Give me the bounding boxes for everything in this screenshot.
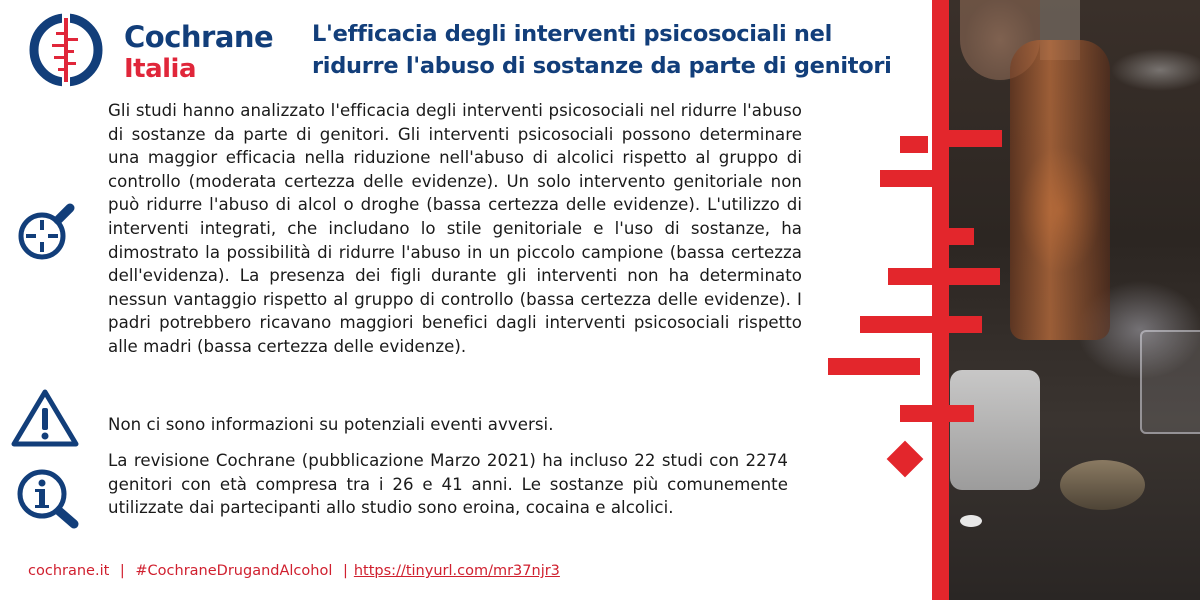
footer-separator: | bbox=[342, 563, 348, 579]
warning-triangle-icon bbox=[10, 388, 80, 448]
brand-country: Italia bbox=[124, 54, 197, 84]
footer-separator: | bbox=[119, 563, 125, 579]
adverse-events-paragraph: Non ci sono informazioni su potenziali eventi avversi. bbox=[108, 415, 554, 434]
red-accent-strip bbox=[932, 0, 949, 600]
review-info-paragraph: La revisione Cochrane (pubblicazione Marzo 2021) ha incluso 22 studi con 2274 genitori con età compresa tra i 26 e 41 anni. Le sostanze più comunemente utilizzate dai partecipanti allo studio sono eroina, cocaina e alcolici. bbox=[108, 451, 788, 518]
title-line-1: L'efficacia degli interventi psicosociali nel bbox=[312, 21, 833, 47]
photo-glass bbox=[1140, 330, 1200, 434]
accent-bar bbox=[900, 405, 974, 422]
footer-hashtag[interactable]: #CochraneDrugandAlcohol bbox=[135, 563, 333, 579]
accent-diamond bbox=[887, 441, 924, 478]
footer bbox=[28, 563, 560, 579]
accent-bar bbox=[860, 316, 932, 333]
accent-bar bbox=[932, 228, 974, 245]
accent-bar bbox=[932, 130, 1002, 147]
cochrane-logo bbox=[26, 10, 296, 88]
background-photo bbox=[940, 0, 1200, 600]
footer-link[interactable]: https://tinyurl.com/mr37njr3 bbox=[353, 563, 560, 579]
page-title bbox=[312, 18, 912, 82]
photo-pill bbox=[960, 515, 982, 527]
title-line-2: ridurre l'abuso di sostanze da parte di genitori bbox=[312, 53, 892, 79]
photo-jar-lid bbox=[1060, 460, 1145, 510]
accent-bar bbox=[932, 316, 982, 333]
cochrane-logo-icon bbox=[26, 10, 106, 90]
photo-bottle bbox=[1010, 40, 1110, 340]
findings-paragraph: Gli studi hanno analizzato l'efficacia degli interventi psicosociali nel ridurre l'abuso di sostanze da parte di genitori. Gli interventi psicosociali possono determinare una maggior efficacia nella riduzione nell'abuso di alcolici rispetto al gruppo di controllo (moderata certezza delle evidenze). Un solo intervento genitoriale non può ridurre l'abuso di alcol o droghe (bassa certezza delle evidenze). L'utilizzo di interventi integrati, che includano lo stile genitoriale e l'uso di sostanze, ha dimostrato la possibilità di ridurre l'abuso in un piccolo campione (bassa certezza dell'evidenza). La presenza dei figli durante gli interventi non ha determinato nessun vantaggio rispetto al gruppo di controllo (bassa certezza delle evidenze). I padri potrebbero ricavano maggiori benefici dagli interventi psicosociali rispetto alle madri (bassa certezza delle evidenze). bbox=[108, 101, 802, 356]
footer-site[interactable]: cochrane.it bbox=[28, 563, 110, 579]
brand-name: Cochrane bbox=[124, 20, 274, 54]
accent-bar bbox=[888, 268, 1000, 285]
info-magnifier-icon bbox=[14, 466, 84, 530]
accent-bar bbox=[880, 170, 940, 187]
photo-pill-jar bbox=[950, 370, 1040, 490]
accent-bar bbox=[828, 358, 920, 375]
accent-bar bbox=[900, 136, 928, 153]
magnifier-crosshair-icon bbox=[14, 200, 80, 266]
